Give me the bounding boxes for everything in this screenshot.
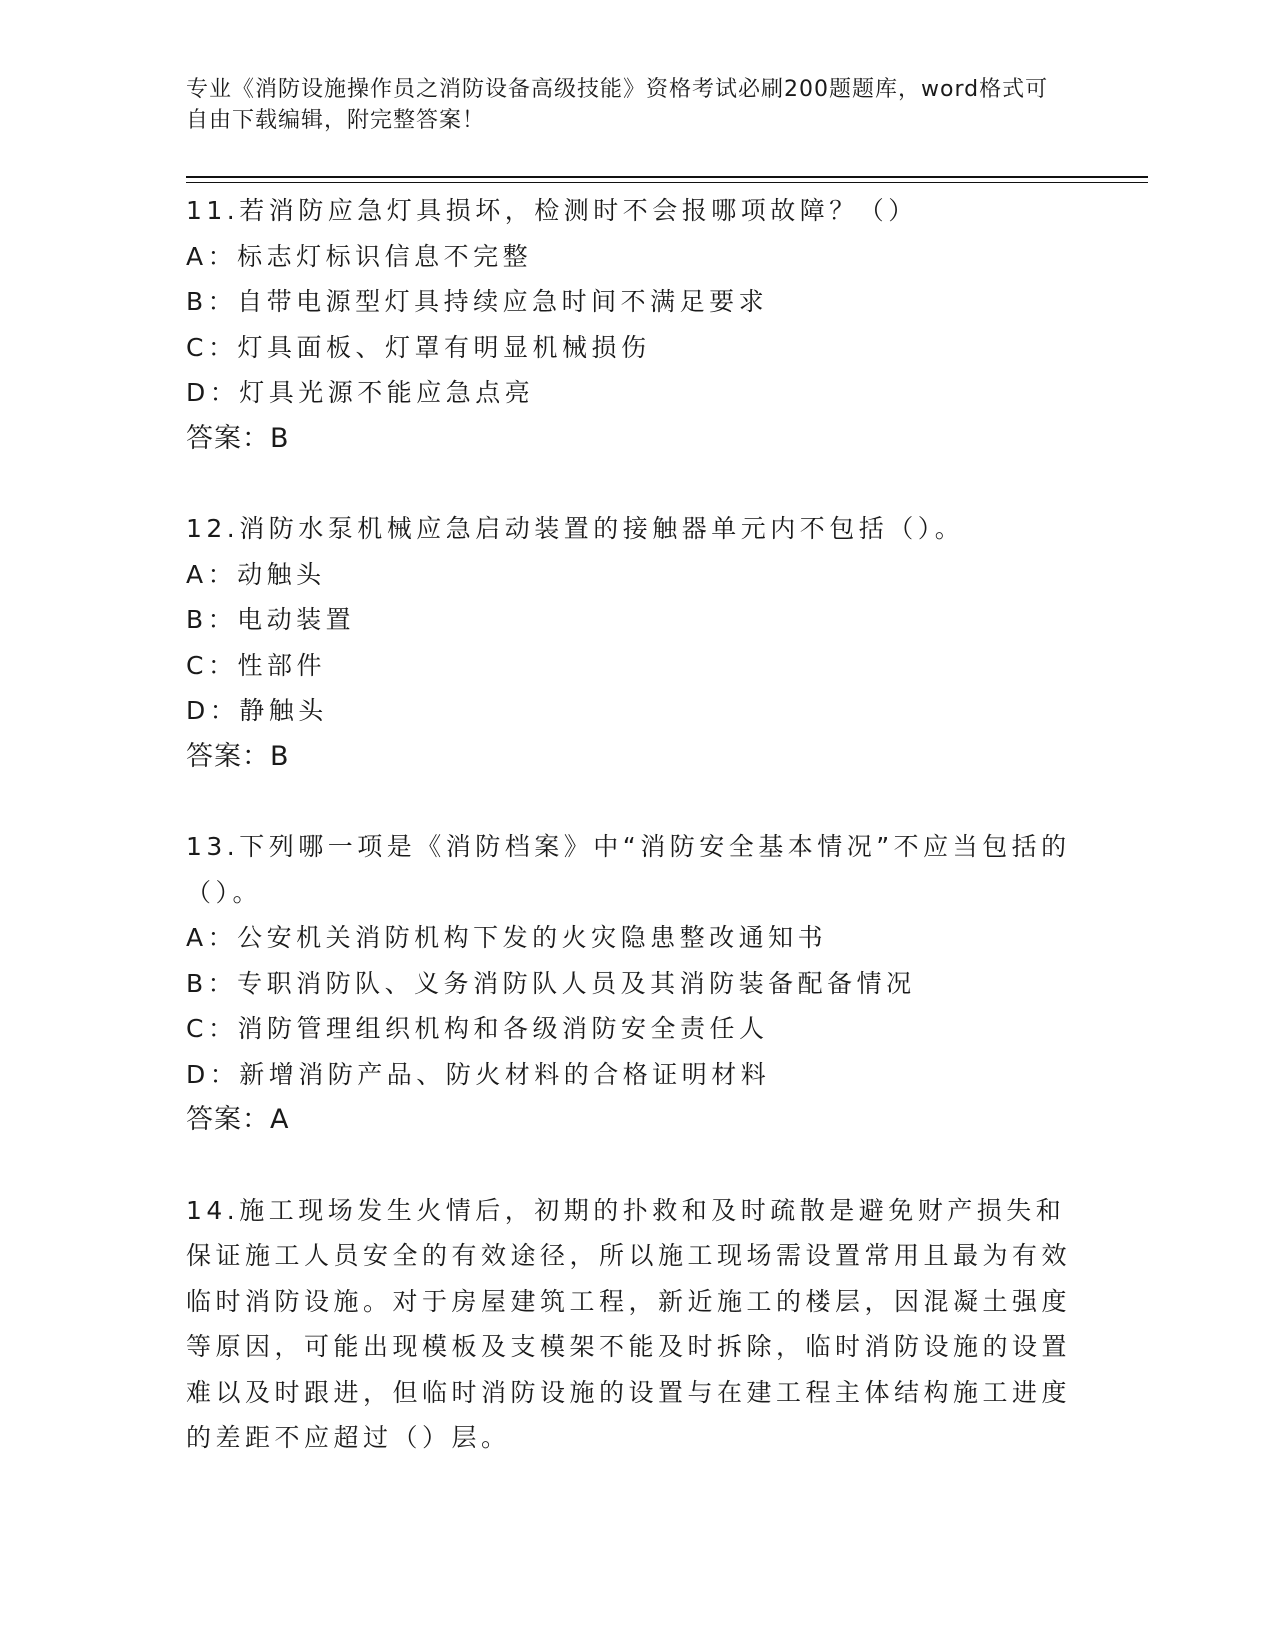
option-c: C：灯具面板、灯罩有明显机械损伤: [186, 332, 651, 362]
question-stem: 11.若消防应急灯具损坏，检测时不会报哪项故障？（）: [186, 196, 918, 225]
questions-list: [186, 188, 1076, 1461]
document-header: 专业《消防设施操作员之消防设备高级技能》资格考试必刷200题题库，word格式可自由下载编辑，附完整答案！: [186, 77, 1049, 133]
answer-label: 答案：B: [186, 740, 290, 772]
question-stem: 13.下列哪一项是《消防档案》中“消防安全基本情况”不应当包括的（）。: [186, 832, 1071, 907]
header-rule-thin: [186, 182, 1148, 183]
option-b: B：电动装置: [186, 605, 356, 634]
spacer: [186, 779, 1076, 824]
answer-label: 答案：A: [186, 1104, 290, 1135]
option-b: B：专职消防队、义务消防队人员及其消防装备配备情况: [186, 968, 916, 998]
option-d: D：灯具光源不能应急点亮: [186, 378, 535, 407]
option-c: C：消防管理组织机构和各级消防安全责任人: [186, 1014, 769, 1043]
option-d: D：静触头: [186, 696, 328, 725]
option-c: C：性部件: [186, 650, 326, 680]
option-a: A：标志灯标识信息不完整: [186, 241, 533, 271]
question-13: [186, 824, 1076, 1143]
question-12: [186, 506, 1076, 779]
question-stem: 14.施工现场发生火情后，初期的扑救和及时疏散是避免财产损失和保证施工人员安全的有效途径，所以施工现场需设置常用且最为有效临时消防设施。对于房屋建筑工程，新近施工的楼层，因混凝土强度等原因，可能出现模板及支模架不能及时拆除，临时消防设施的设置难以及时跟进，但临时消防设施的设置与在建工程主体结构施工进度的差距不应超过（）层。: [186, 1195, 1072, 1452]
question-14: [186, 1188, 1076, 1461]
answer-label: 答案：B: [186, 422, 290, 454]
spacer: [186, 461, 1076, 506]
option-a: A：动触头: [186, 559, 326, 589]
question-stem: 12.消防水泵机械应急启动装置的接触器单元内不包括（）。: [186, 514, 965, 543]
option-a: A：公安机关消防机构下发的火灾隐患整改通知书: [186, 923, 828, 952]
header-rule-thick: [186, 176, 1148, 178]
spacer: [186, 1143, 1076, 1188]
question-11: [186, 188, 1076, 461]
option-b: B：自带电源型灯具持续应急时间不满足要求: [186, 287, 769, 316]
option-d: D：新增消防产品、防火材料的合格证明材料: [186, 1059, 771, 1089]
